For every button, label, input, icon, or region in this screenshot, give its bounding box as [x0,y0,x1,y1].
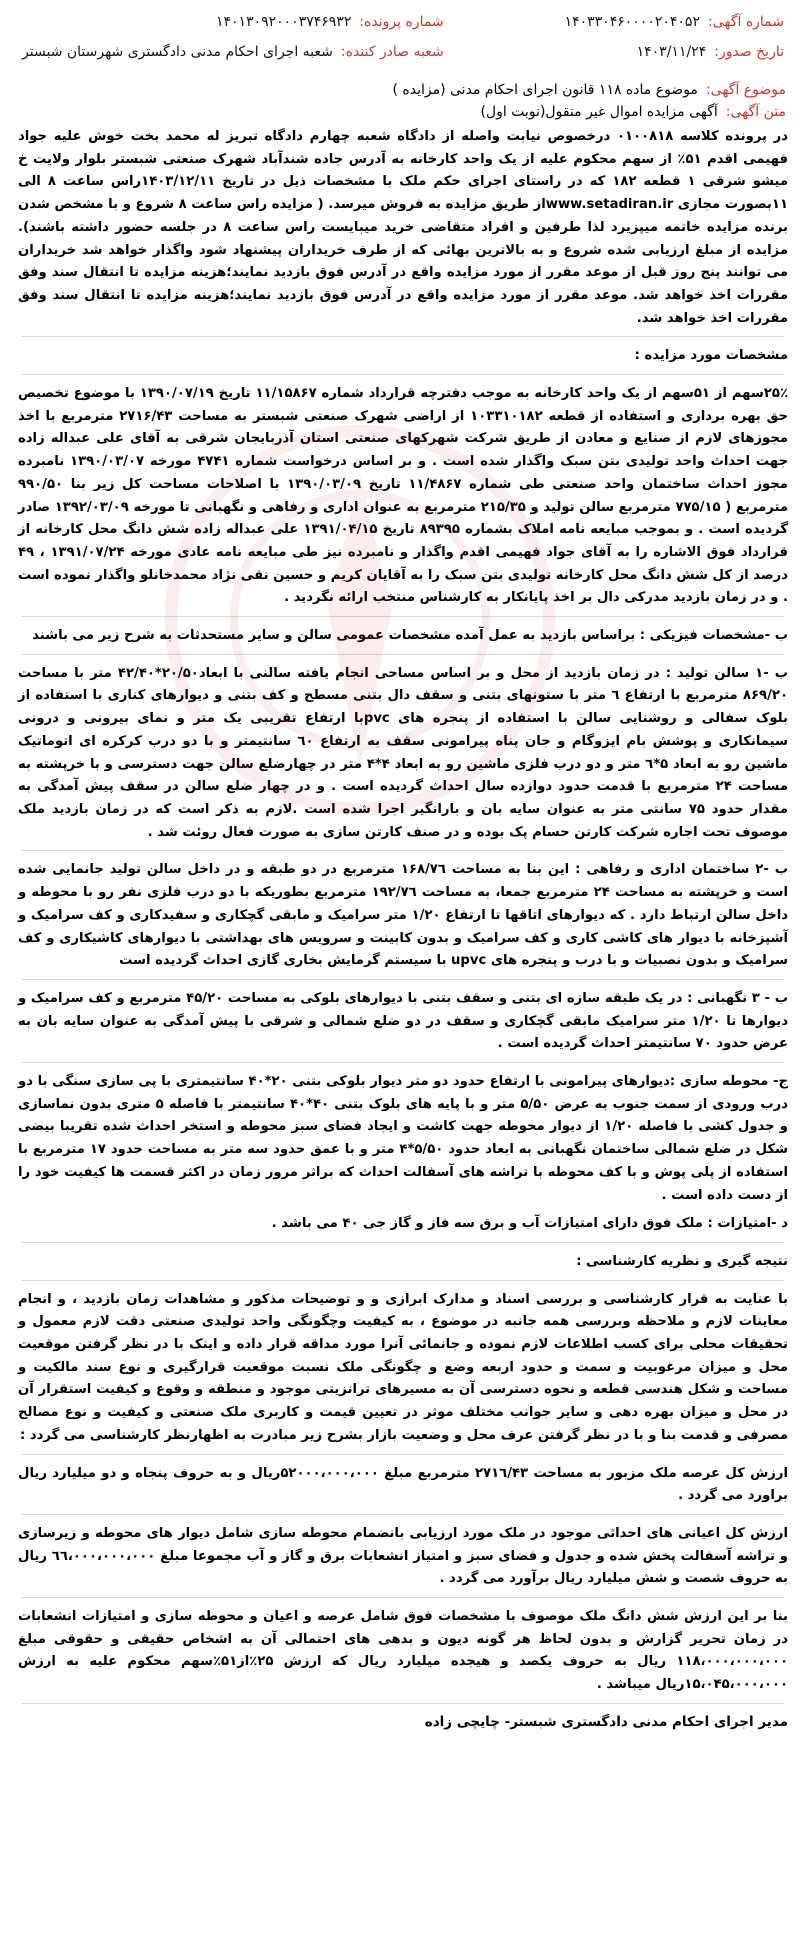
signature: مدیر اجرای احکام مدنی دادگستری شبستر- چایچی زاده [424,1713,788,1730]
divider [22,1062,784,1063]
conclusion-heading: نتیجه گیری و نظریه کارشناسی : [576,1253,788,1269]
paragraph-b2: ب -۲ ساختمان اداری و رفاهی : این بنا به مساحت ۱۶۸/۷٦ مترمربع در دو طبقه و در داخل سالن تولید جانمایی شده است و خرپشته به مساحت ۲۴ مترمربع جمعا، به مساحت ۱۹۲/۷٦ مترمربع بطوریکه با دو درب فلزی نفر رو با محوطه و داخل سالن ارتباط دارد . که دیوارهای اتاقها تا ارتفاع ۱/۲۰ متر سرامیک و مابقی گچکاری و سفیدکاری و کف سرامیک و آشپزخانه با دیوار های کاشی کاری و کف سرامیک و بدون کابینت و سرویس های بهداشتی با دیوارهای کاشیکاری و کف سرامیک و بدون نصبیات و با درب و پنجره های upvc با سیستم گرمایش بخاری گازی احداث گردیده است [18,862,788,969]
ad-number: ۱۴۰۳۳۰۴۶۰۰۰۰۲۰۴۰۵۲ [564,14,700,30]
subject-value: موضوع ماده ۱۱۸ قانون اجرای احکام مدنی (مزایده ) [392,82,698,98]
case-number-row [22,14,444,30]
issuer: شعبه اجرای احکام مدنی دادگستری شهرستان شبستر [22,44,333,60]
case-number: ۱۴۰۱۳۰۹۲۰۰۰۳۷۴۶۹۳۲ [215,14,352,30]
divider [22,336,784,337]
paragraph-d: د -امتیازات : ملک فوق دارای امتیازات آب و برق سه فاز و گاز جی ۴۰ می باشد . [271,1216,788,1232]
paragraph-value2: ارزش کل اعیانی های احداثی موجود در ملک مورد ارزیابی بانضمام محوطه سازی شامل دیوار های محوطه و زیرسازی و تراشه آسفالت پخش شده و جدول و فضای سبز و امتیاز انشعابات برق و گاز و آب مجموعا مبلغ ٦٦،۰۰۰،۰۰۰،۰۰۰ ریال به حروف شصت و شش میلیارد ریال برآورد می گردد . [18,1525,788,1587]
subject-label: موضوع آگهی: [705,82,786,98]
text-title-row [12,104,794,120]
paragraph-value1: ارزش کل عرصه ملک مزبور به مساحت ۲۷۱٦/۴۳ مترمربع مبلغ ۵۲۰۰۰،۰۰۰،۰۰۰ریال و به حروف پنجاه و دو میلیارد ریال براورد می گردد . [18,1465,789,1504]
paragraph-spec: ۲۵٪سهم از ۵۱سهم از یک واحد کارخانه به موجب دفترچه قرارداد شماره ۱۱/۱۵۸۶۷ تاریخ ۱۳۹۰/۰۷/۱۹ با موضوع تخصیص حق بهره برداری و استفاده از قطعه ۱۰۳۳۱۰۱۸۲ از اراضی شهرک صنعتی شبستر به مساحت ۲۷۱۶/۴۳ مترمربع با اخذ مجوزهای لازم از صنایع و معادن از طریق شرکت شهرکهای صنعتی استان آذربایجان شرقی به آقای علی عبداله زاده جهت احداث واحد تولیدی بتن سبک واگذار شده است . و بر اساس درخواست شماره ۴۷۴۱ مورخه ۱۳۹۰/۰۳/۰۷ نامبرده مجوز احداث ساختمان واحد صنعتی طی شماره ۱۱/۴۸۶۷ تاریخ ۱۳۹۰/۰۳/۰۹ با اصلاحات مساحت کل زیر بنا ۹۹۰/۵۰ مترمربع ( ۷۷۵/۱۵ مترمربع سالن تولید و ۲۱۵/۳۵ مترمربع به عنوان اداری و رفاهی و نگهبانی تا مورخه ۱۳۹۲/۰۳/۰۹ صادر گردیده است . و بموجب مبایعه نامه املاک بشماره ۸۹۳۹۵ تاریخ ۱۳۹۱/۰۴/۱۵ علی عبداله زاده شش دانگ محل کارخانه از قرارداد فوق الاشاره را به آقای جواد فهیمی اقدم واگذار و نامبرده نیز طی مبایعه نامه عادی مورخه ۱۳۹۱/۰۷/۲۴ ، ۴۹ درصد از کل شش دانگ محل کارخانه تولیدی بتن سبک را به آقایان کریم و حسین نقی نژاد محمدخانلو واگذار نموده است . و در زمان بازدید مدرکی دال بر اخذ پایانکار به کارشناس منتخب ارائه نگردید . [18,386,788,606]
ad-number-row [462,14,784,30]
divider [22,654,784,655]
paragraph-b1: ب -۱ سالن تولید : در زمان بازدید از محل و بر اساس مساحی انجام یافته سالنی با ابعاد۲۰/۵۰*۴۲/۴۰ متر با مساحت ۸۶۹/۲۰ مترمربع با ارتفاع ٦ متر با ستونهای بتنی و سقف دال بتنی مسطح و کف بتنی و دیوارهای کناری با استفاده از بلوک سفالی و روشنایی سالن با استفاده از پنجره های pvcبا ارتفاع تقریبی یک متر و نمای بیرونی و درونی سیمانکاری و پوشش بام ایزوگام و جان پناه پیرامونی سقف به ارتفاع ٦٠ سانتیمتر و با دو درب کرکره ای اتوماتیک ماشین رو به ابعاد ۵*٦ متر و دو درب فلزی ماشین رو به ابعاد ۴*۴ متر در چهارضلع سالن جهت دسترسی و با خرپشته به مساحت ۲۴ مترمربع با قدمت حدود دوازده سال احداث گردیده است . و در چهار ضلع سالن در سقف پیش آمدگی به مقدار حدود ۷۵ سانتی متر به عنوان سایه بان و بارانگیر اجرا شده است .لازم به ذکر است که در زمان بازدید ملک موصوف تحت اجاره شرکت کارتن حسام پک بوده و در صنف کارتن سازی به صورت فعال روئت شد . [18,665,789,840]
divider [22,1454,784,1455]
paragraph-j: ج- محوطه سازی :دیوارهای پیرامونی با ارتفاع حدود دو متر دیوار بلوکی بتنی ۲۰*۴۰ سانتیمتری با پی سازی سنگی با دو درب ورودی از سمت جنوب به عرض ۵/۵۰ متر و با پایه های بلوک بتنی ۴۰*۴۰ سانتیمتر با فاصله ۵ متری بدون نماسازی و جدول کشی با فاصله ۱/۲۰ از دیوار محوطه جهت کاشت و ایجاد فضای سبز محوطه و استخر احداث شده تقریبا بیضی شکل در ضلع شمالی ساختمان نگهبانی به ابعاد حدود ۵/۵۰*۴ متر و با عمق حدود سه متر به مساحت حدود ۱۷ مترمربع با استفاده از پلی پوش و با کف محوطه با تراشه های آسفالت احداث که براثر مرور زمان در اکثر قسمت ها کیفیت خود را از دست داده است . [18,1074,789,1203]
issuer-label: شعبه صادر کننده: [340,44,444,60]
divider [22,1703,784,1704]
announcement-body [12,126,794,1704]
paragraph-b3: ب - ۳ نگهبانی : در یک طبقه سازه ای بتنی و سقف بتنی با دیوارهای بلوکی به مساحت ۴۵/۲۰ مترمربع و کف سرامیک و دیوارها تا ۱/۲۰ متر سرامیک مابقی گچکاری و سقف در دو ضلع شمالی و شرقی با پیش آمدگی به عنوان سایه بان به عرض حدود ۷۰ سانتیمتر احداث گردیده است . [18,990,788,1052]
paragraph-physical-head: ب -مشخصات فیزیکی : براساس بازدید به عمل آمده مشخصات عمومی سالن و سایر مستحدثات به شرح زیر می باشند [32,628,788,644]
case-number-label: شماره پرونده: [359,14,444,30]
divider [22,374,784,375]
divider [22,979,784,980]
spec-heading: مشخصات مورد مزایده : [634,348,788,364]
issuer-row [22,44,444,60]
issue-date-label: تاریخ صدور: [714,44,784,60]
text-title-label: متن آگهی: [725,104,786,120]
divider [22,1597,784,1598]
paragraph-conclusion: با عنایت به قرار کارشناسی و بررسی اسناد و مدارک ابرازی و و توضیحات مذکور و مشاهدات زمان بازدید ، و انجام معاینات لازم و ملاحظه وبررسی همه جانبه در موضوع ، به کیفیت وچگونگی واحد تولیدی صنعتی دقت لازم معمول و تحقیقات محلی برای کسب اطلاعات لازم نموده و جانمائی آنرا مورد مداقه قرار داده و اینک با در نظر گرفتن موقعیت محل و میزان مرغوبیت و سمت و حدود اربعه وضع و چگونگی ملک نسبت موقعیت قرارگیری و نوع سند مالکیت و مساحت و شکل هندسی قطعه و نحوه دسترسی آن به مسیرهای ترانزیتی موجود و منطقه و وقوع و کیفیت استقرار آن در محل و میزان بهره دهی و سایر جوانب مختلف موثر در تعیین قیمت و کاربری ملک صنعتی و کیفیت و نوع مصالح مصرفی و قدمت بنا و با در نظر گرفتن عرف محل و وضعیت بازار بشرح زیر مبادرت به اظهارنظر کارشناسی می گردد : [18,1291,788,1443]
issue-date-row [462,44,784,60]
divider [22,616,784,617]
divider [22,850,784,851]
ad-number-label: شماره آگهی: [707,14,784,30]
subject-row [12,82,794,98]
paragraph-final: بنا بر این ارزش شش دانگ ملک موصوف با مشخصات فوق شامل عرصه و اعیان و محوطه سازی و امتیازات انشعابات در زمان تحریر گزارش و بدون لحاظ هر گونه دیون و بدهی های احتمالی آن به اشخاص حقیقی و حقوقی مبلغ ۱۱۸،۰۰۰،۰۰۰،۰۰۰ ریال به حروف یکصد و هیجده میلیارد ریال که ارزش ۲۵٪از۵۱٪سهم محکوم علیه به ارزش ۱۵،۰۴۵،۰۰۰،۰۰۰ریال میباشد . [18,1609,789,1693]
divider [22,1514,784,1515]
paragraph-intro: در پرونده کلاسه ۰۱۰۰۸۱۸ درخصوص نیابت واصله از دادگاه شعبه چهارم دادگاه تبریز له محمد بخت خوش علیه جواد فهیمی اقدم ۵۱٪ از سهم محکوم علیه از یک واحد کارخانه به آدرس جاده شندآباد شهرک صنعتی شبستر بلوار ولایت خ میشو شرقی ۱ قطعه ۱۸۲ که در راستای اجرای حکم ملک با مشخصات ذیل در تاریخ ۱۴۰۳/۱۲/۱۱راس ساعت ۸ الی ۱۱بصورت مجازی www.setadiran.irاز طریق مزایده به فروش میرسد. ( مزایده راس ساعت ۸ شروع و با مشخص شدن برنده مزایده خاتمه میپزیرد لذا طرفین و افراد متقاضی خرید میبایست راس ساعت ۸ در جلسه حضور داشته باشند). مزایده از مبلغ ارزیابی شده شروع و به بالاترین بهائی که از طرف خریداران پیشنهاد شود واگذار خواهد شد خریداران می توانند پنج روز قبل از موعد مقرر از مورد مزایده واقع در آدرس فوق بازدید نمایند؛هزینه مزایده تا انتقال سند وفق مقررات اخذ خواهد شد. موعد مقرر از مورد مزایده واقع در آدرس فوق بازدید نمایند؛هزینه مزایده تا انتقال سند وفق مقررات اخذ خواهد شد. [18,129,788,326]
issue-date: ۱۴۰۳/۱۱/۲۴ [636,44,707,60]
divider [22,1280,784,1281]
text-title-value: آگهی مزایده اموال غیر منقول(نوبت اول) [480,104,718,120]
divider [22,1242,784,1243]
header-meta [12,14,794,60]
